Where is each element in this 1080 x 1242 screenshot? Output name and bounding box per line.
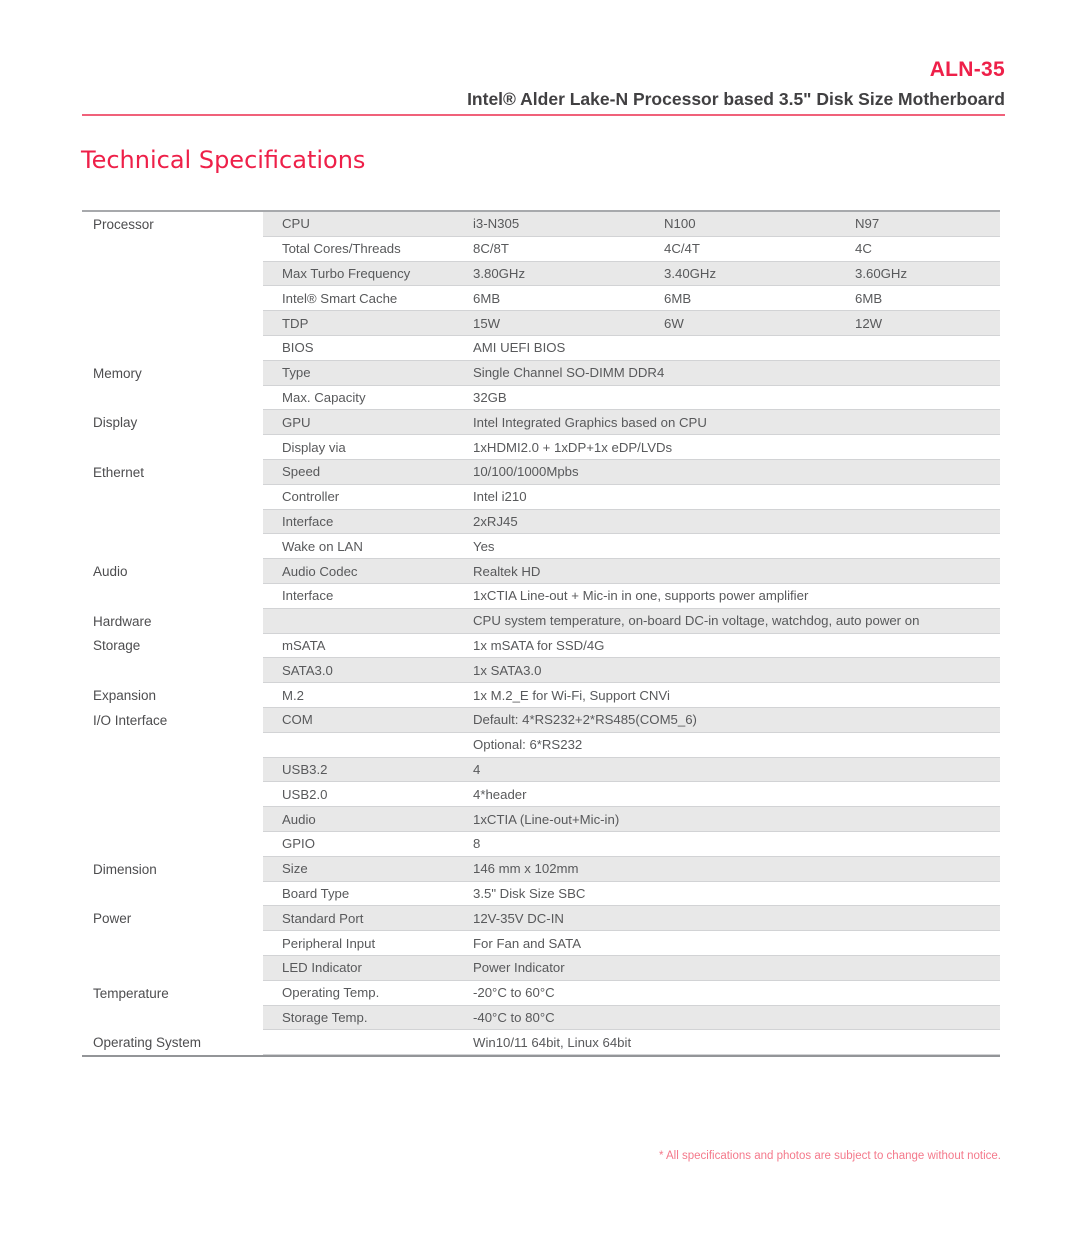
- row-cells: [263, 931, 1000, 956]
- row-cells: [263, 361, 1000, 386]
- category-label: [82, 286, 263, 311]
- category-label: Display: [93, 415, 138, 431]
- spec-value: 4C/4T: [664, 241, 700, 257]
- row-cells: [263, 262, 1000, 287]
- spec-value: 6W: [664, 315, 684, 331]
- header-underline: [82, 114, 1005, 116]
- row-cells: [263, 733, 1000, 758]
- category-label: [82, 882, 263, 907]
- spec-value: Single Channel SO-DIMM DDR4: [473, 365, 665, 381]
- table-row: [82, 782, 1000, 807]
- spec-value: 3.5" Disk Size SBC: [473, 885, 586, 901]
- table-row: [82, 460, 1000, 485]
- category-label: Power: [93, 911, 132, 927]
- category-label: Ethernet: [93, 464, 145, 480]
- product-code: ALN-35: [929, 58, 1005, 81]
- row-cells: [263, 584, 1000, 609]
- spec-value: 12V-35V DC-IN: [473, 910, 564, 926]
- spec-value: 3.80GHz: [473, 265, 526, 281]
- spec-value: -20°C to 60°C: [473, 985, 555, 1001]
- spec-value: 1x mSATA for SSD/4G: [473, 637, 605, 653]
- table-row: [82, 510, 1000, 535]
- table-row: [82, 807, 1000, 832]
- spec-label: USB3.2: [282, 761, 328, 777]
- spec-value: Intel i210: [473, 489, 527, 505]
- row-cells: [263, 1030, 1000, 1055]
- spec-value: Win10/11 64bit, Linux 64bit: [473, 1034, 632, 1050]
- spec-value: 1x SATA3.0: [473, 662, 542, 678]
- spec-label: Interface: [282, 588, 334, 604]
- row-cells: [263, 435, 1000, 460]
- row-cells: [263, 386, 1000, 411]
- table-row: [82, 658, 1000, 683]
- spec-label: Operating Temp.: [282, 985, 380, 1001]
- spec-table: [82, 210, 1000, 1057]
- spec-value: 15W: [473, 315, 501, 331]
- row-cells: [263, 1006, 1000, 1031]
- table-row: [82, 435, 1000, 460]
- spec-value: For Fan and SATA: [473, 935, 581, 951]
- spec-label: Max Turbo Frequency: [282, 265, 411, 281]
- row-cells: [263, 212, 1000, 237]
- spec-value: 12W: [855, 315, 883, 331]
- spec-label: Audio Codec: [282, 563, 358, 579]
- row-cells: [263, 683, 1000, 708]
- table-row: [82, 1006, 1000, 1031]
- row-cells: [263, 410, 1000, 435]
- row-cells: [263, 857, 1000, 882]
- row-cells: [263, 336, 1000, 361]
- spec-value: 4C: [855, 241, 872, 257]
- spec-value: 3.60GHz: [855, 265, 908, 281]
- spec-label: Peripheral Input: [282, 935, 376, 951]
- spec-value: 6MB: [855, 290, 883, 306]
- spec-value: 1xCTIA Line-out + Mic-in in one, supports power amplifier: [473, 588, 809, 604]
- table-row: [82, 386, 1000, 411]
- category-label: Hardware: [93, 613, 152, 629]
- spec-label: Intel® Smart Cache: [282, 290, 398, 306]
- spec-value: i3-N305: [473, 216, 520, 232]
- category-label: Memory: [93, 365, 142, 381]
- spec-label: Display via: [282, 439, 346, 455]
- row-cells: [263, 634, 1000, 659]
- category-label: [82, 733, 263, 758]
- page-header: [467, 58, 1005, 110]
- spec-label: M.2: [282, 687, 304, 703]
- row-cells: [263, 832, 1000, 857]
- table-row: [82, 1030, 1000, 1055]
- category-label: [82, 485, 263, 510]
- table-row: [82, 212, 1000, 237]
- row-cells: [263, 758, 1000, 783]
- row-cells: [263, 286, 1000, 311]
- table-row: [82, 882, 1000, 907]
- table-row: [82, 609, 1000, 634]
- table-row: [82, 361, 1000, 386]
- spec-label: Max. Capacity: [282, 389, 366, 405]
- spec-label: SATA3.0: [282, 662, 333, 678]
- table-row: [82, 931, 1000, 956]
- spec-label: COM: [282, 712, 313, 728]
- spec-label: Controller: [282, 489, 340, 505]
- spec-label: Size: [282, 861, 308, 877]
- table-row: [82, 311, 1000, 336]
- table-row: [82, 956, 1000, 981]
- category-label: [82, 311, 263, 336]
- category-label: Operating System: [93, 1035, 202, 1051]
- row-cells: [263, 906, 1000, 931]
- row-cells: [263, 782, 1000, 807]
- spec-label: Type: [282, 365, 311, 381]
- spec-label: USB2.0: [282, 786, 328, 802]
- category-label: [82, 435, 263, 460]
- spec-label: Interface: [282, 513, 334, 529]
- spec-label: Speed: [282, 464, 321, 480]
- category-label: [82, 931, 263, 956]
- table-row: [82, 237, 1000, 262]
- spec-value: 1xCTIA (Line-out+Mic-in): [473, 811, 620, 827]
- table-row: [82, 634, 1000, 659]
- spec-value: 10/100/1000Mpbs: [473, 464, 579, 480]
- table-row: [82, 857, 1000, 882]
- spec-label: GPU: [282, 414, 311, 430]
- row-cells: [263, 534, 1000, 559]
- spec-label: Standard Port: [282, 910, 364, 926]
- footnote: * All specifications and photos are subject to change without notice.: [658, 1150, 1001, 1162]
- category-label: [82, 262, 263, 287]
- row-cells: [263, 510, 1000, 535]
- table-row: [82, 683, 1000, 708]
- spec-value: 4*header: [473, 786, 527, 802]
- row-cells: [263, 807, 1000, 832]
- spec-value: N100: [664, 216, 696, 232]
- spec-value: 32GB: [473, 389, 507, 405]
- table-row: [82, 584, 1000, 609]
- category-label: [82, 584, 263, 609]
- spec-label: Board Type: [282, 885, 350, 901]
- table-row: [82, 906, 1000, 931]
- table-row: [82, 410, 1000, 435]
- spec-value: Yes: [473, 538, 495, 554]
- spec-value: Default: 4*RS232+2*RS485(COM5_6): [473, 712, 697, 728]
- table-row: [82, 758, 1000, 783]
- spec-value: 6MB: [664, 290, 692, 306]
- table-row: [82, 534, 1000, 559]
- spec-value: Realtek HD: [473, 563, 541, 579]
- category-label: I/O Interface: [93, 712, 168, 728]
- page-title: Technical Specifications: [81, 146, 366, 174]
- category-label: [82, 237, 263, 262]
- category-label: [82, 534, 263, 559]
- category-label: [82, 758, 263, 783]
- spec-label: Wake on LAN: [282, 538, 363, 554]
- spec-value: 3.40GHz: [664, 265, 717, 281]
- category-label: Temperature: [93, 985, 169, 1001]
- row-cells: [263, 609, 1000, 634]
- table-row: [82, 336, 1000, 361]
- spec-label: Storage Temp.: [282, 1009, 368, 1025]
- category-label: [82, 832, 263, 857]
- spec-value: Intel Integrated Graphics based on CPU: [473, 414, 707, 430]
- category-label: [82, 956, 263, 981]
- table-row: [82, 733, 1000, 758]
- category-label: Expansion: [93, 688, 157, 704]
- row-cells: [263, 237, 1000, 262]
- table-row: [82, 262, 1000, 287]
- spec-label: LED Indicator: [282, 960, 362, 976]
- spec-value: -40°C to 80°C: [473, 1009, 555, 1025]
- category-label: Dimension: [93, 861, 157, 877]
- category-label: [82, 1006, 263, 1031]
- spec-value: 8: [473, 836, 481, 852]
- spec-label: BIOS: [282, 340, 314, 356]
- row-cells: [263, 311, 1000, 336]
- spec-value: 4: [473, 761, 481, 777]
- spec-value: 1xHDMI2.0 + 1xDP+1x eDP/LVDs: [473, 439, 673, 455]
- row-cells: [263, 708, 1000, 733]
- row-cells: [263, 559, 1000, 584]
- spec-value: 8C/8T: [473, 241, 509, 257]
- row-cells: [263, 485, 1000, 510]
- table-row: [82, 832, 1000, 857]
- row-cells: [263, 882, 1000, 907]
- spec-label: Total Cores/Threads: [282, 241, 401, 257]
- row-cells: [263, 658, 1000, 683]
- spec-label: GPIO: [282, 836, 315, 852]
- table-row: [82, 559, 1000, 584]
- category-label: [82, 807, 263, 832]
- category-label: Audio: [93, 564, 128, 580]
- spec-value: 146 mm x 102mm: [473, 861, 579, 877]
- spec-value: 1x M.2_E for Wi-Fi, Support CNVi: [473, 687, 670, 703]
- table-row: [82, 708, 1000, 733]
- category-label: [82, 658, 263, 683]
- spec-value: Power Indicator: [473, 960, 565, 976]
- spec-label: mSATA: [282, 637, 326, 653]
- category-label: Storage: [93, 638, 141, 654]
- spec-value: CPU system temperature, on-board DC-in voltage, watchdog, auto power on: [473, 613, 920, 629]
- table-row: [82, 981, 1000, 1006]
- spec-value: 2xRJ45: [473, 513, 518, 529]
- category-label: [82, 782, 263, 807]
- spec-value: Optional: 6*RS232: [473, 737, 583, 753]
- category-label: [82, 336, 263, 361]
- table-row: [82, 286, 1000, 311]
- spec-label: Audio: [282, 811, 316, 827]
- spec-value: 6MB: [473, 290, 501, 306]
- page-subtitle: Intel® Alder Lake-N Processor based 3.5" Disk Size Motherboard: [467, 89, 1005, 109]
- spec-value: N97: [855, 216, 880, 232]
- spec-label: TDP: [282, 315, 309, 331]
- row-cells: [263, 956, 1000, 981]
- row-cells: [263, 460, 1000, 485]
- row-cells: [263, 981, 1000, 1006]
- category-label: [82, 386, 263, 411]
- category-label: [82, 510, 263, 535]
- category-label: Processor: [93, 216, 154, 232]
- spec-label: CPU: [282, 216, 310, 232]
- table-row: [82, 485, 1000, 510]
- spec-value: AMI UEFI BIOS: [473, 340, 566, 356]
